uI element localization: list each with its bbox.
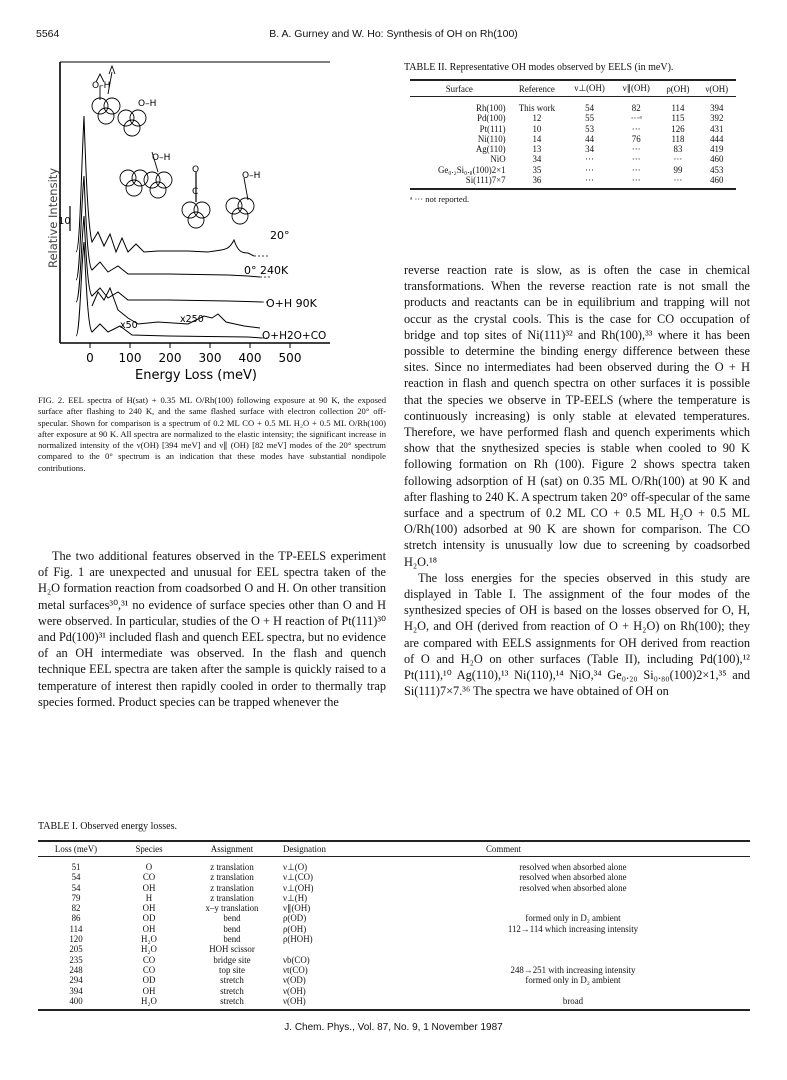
table-cell: z translation <box>210 862 254 872</box>
left-column-text <box>38 548 386 710</box>
table-cell: H₂O <box>141 944 157 955</box>
table-cell: OD <box>142 913 156 924</box>
table-cell <box>396 986 750 996</box>
x-tick-label: 0 <box>86 351 94 365</box>
table-cell: 205 <box>69 944 83 955</box>
table-cell <box>396 955 750 965</box>
y-axis-label: Relative Intensity <box>46 167 60 268</box>
table-row <box>410 103 736 113</box>
table-cell <box>396 944 750 954</box>
table-header: Species <box>135 844 163 854</box>
table-1-body <box>38 862 750 1010</box>
table-cell: stretch <box>220 985 244 996</box>
table-cell: z translation <box>210 872 254 883</box>
table-cell: formed only in D₂ ambient <box>525 913 621 924</box>
table-cell: H₂O <box>141 995 157 1006</box>
table-cell: ν⊥(H) <box>283 892 308 903</box>
table-cell: ··· <box>673 154 683 165</box>
table-cell <box>396 934 750 944</box>
table-header: ν(OH) <box>705 83 729 94</box>
figure-caption: FIG. 2. EEL spectra of H(sat) + 0.35 ML O/Rh(100) following exposure at 90 K, the exposed surface after flashing to 240 K, and the same flashed surface with electron collection 20° off-specular. Shown for comparison is a spectrum of 0.2 ML CO + 0.5 ML H₂O + 0.5 ML O/Rh(100) after exposure at 90 K. All spectra are normalized to the elastic intensity; the significant increase in normalized intensity of the ν(OH) [394 meV] and ν∥ (OH) [82 meV] modes of the 20° spectrum compared to the 0° spectrum is an indication that these modes have substantial nondipole contributions. <box>38 395 386 473</box>
table-cell: ν⊥(O) <box>283 862 308 872</box>
table-cell: 54 <box>71 882 81 893</box>
table-cell: 394 <box>69 985 83 996</box>
table-cell: 79 <box>71 892 81 903</box>
table-cell: 248 <box>69 964 83 975</box>
table-cell: OH <box>142 882 156 893</box>
table-cell: 53 <box>585 123 595 134</box>
table-cell: bend <box>223 934 241 945</box>
table-row <box>38 913 750 923</box>
table-cell: ν(OH) <box>283 995 306 1006</box>
table-cell: ν⊥(CO) <box>283 872 313 883</box>
figure-2 <box>48 56 330 386</box>
table-cell: OH <box>142 903 156 914</box>
table-cell: Si(111)7×7 <box>465 175 506 186</box>
spectrum-OH-90K <box>76 216 262 302</box>
table-cell: ρ(HOH) <box>283 934 313 945</box>
table-row <box>410 144 736 154</box>
table-2-grid <box>410 79 736 190</box>
table-cell: 460 <box>710 175 724 186</box>
table-cell: 44 <box>585 133 595 144</box>
table-cell: 235 <box>69 954 83 965</box>
right-column-text <box>404 262 750 699</box>
table-cell: 392 <box>710 113 724 124</box>
diagram-label: O <box>192 165 200 175</box>
table-cell: Pd(100) <box>477 113 506 124</box>
table-cell: resolved when absorbed alone <box>519 882 627 893</box>
table-header: Designation <box>283 844 326 854</box>
table-cell: ρ(OH) <box>283 923 307 934</box>
table-cell: Ni(110) <box>477 133 506 144</box>
table-cell: ··· <box>631 164 641 175</box>
table-cell: HOH scissor <box>209 944 255 955</box>
table-cell: 35 <box>532 164 542 175</box>
table-cell: 36 <box>532 175 542 186</box>
table-row <box>410 165 736 175</box>
table-cell: 34 <box>532 154 542 165</box>
table-header: Comment <box>486 844 522 854</box>
table-2-footnote: ᵃ ··· not reported. <box>410 194 470 205</box>
diagram-label: O–H <box>92 81 111 91</box>
running-header: B. A. Gurney and W. Ho: Synthesis of OH on Rh(100) <box>269 28 518 40</box>
table-cell: ··· <box>631 175 641 186</box>
table-cell: 114 <box>69 923 83 934</box>
diagram-label: O–H <box>138 99 157 109</box>
table-cell: resolved when absorbed alone <box>519 872 627 883</box>
table-cell: 394 <box>710 103 724 113</box>
table-cell: Pt(111) <box>479 123 506 134</box>
table-cell: NiO <box>490 154 506 165</box>
table-cell: ··· <box>585 175 595 186</box>
journal-footer: J. Chem. Phys., Vol. 87, No. 9, 1 November 1987 <box>284 1022 503 1033</box>
table-row <box>38 986 750 996</box>
table-cell: ν⊥(OH) <box>283 882 314 893</box>
table-row <box>38 924 750 934</box>
table-cell: 120 <box>69 934 83 945</box>
table-row <box>38 965 750 975</box>
diagram-label: C <box>192 187 199 197</box>
paragraph: reverse reaction rate is slow, as is often the case in chemical transformations. When the reverse reaction rate is not small the products and reactants can be in equilibrium and trapping will not occur as the crystal cools. This is the case for CO occupation of bridge and top sites of Ni(111)³² and Rh(100),³³ where it has been possible to determine the binding energy difference between these sites. Since no intermediates had been observed during the O + H reaction in flash and quench spectra on other surfaces it is possible that the species we observe in TP-EELS (where the temperature is continuously increasing) is only stable at elevated temperatures. Therefore, we have performed flash and quench experiments which show that the snythesized species is stable when cooled to 90 K following formation on Rh (100). Figure 2 shows spectra taken following adsorption of H (sat) on 0.35 ML O/Rh(100) at 90 K and after flashing to 240 K. A spectrum taken 20° off-specular of the same surface and a spectrum of 0.2 ML CO + 0.5 ML H₂O + 0.5 ML O/Rh(100) adsorbed at 90 K are shown for comparison. The CO stretch intensity is unusually low due to screening by coadsorbed H₂O.¹⁸ <box>404 263 750 569</box>
table-cell: stretch <box>220 975 244 986</box>
table-cell: ···ᵃ <box>630 113 642 124</box>
table-cell: ν(OH) <box>283 985 306 996</box>
table-cell: H₂O <box>141 934 157 945</box>
diagram-label: O–H <box>242 171 261 181</box>
table-cell: 115 <box>671 113 685 124</box>
table-row <box>38 862 750 872</box>
table-cell: 444 <box>710 133 724 144</box>
spectra <box>76 116 262 338</box>
table-cell: 13 <box>532 144 542 155</box>
x-axis-label: Energy Loss (meV) <box>135 368 257 383</box>
table-cell: 431 <box>710 123 724 134</box>
table-cell: bend <box>223 913 241 924</box>
table-cell: 294 <box>69 975 83 986</box>
table-cell: Rh(100) <box>476 103 506 113</box>
table-cell: 99 <box>673 164 683 175</box>
table-cell: formed only in D₂ ambient <box>525 975 621 986</box>
table-row <box>38 893 750 903</box>
table-cell: 460 <box>710 154 724 165</box>
table-cell: 86 <box>71 913 81 924</box>
table-header: Loss (meV) <box>54 844 98 854</box>
table-row <box>38 903 750 913</box>
table-cell: 34 <box>585 144 595 155</box>
table-cell: 248→251 with increasing intensity <box>510 964 636 975</box>
table-cell: νb(CO) <box>283 954 310 965</box>
table-cell: stretch <box>220 995 244 1006</box>
table-cell <box>280 944 396 954</box>
table-cell: resolved when absorbed alone <box>519 862 627 872</box>
table-cell: ··· <box>631 144 641 155</box>
table-2-title: TABLE II. Representative OH modes observed by EELS (in meV). <box>404 62 674 73</box>
table-header: ν⊥(OH) <box>574 83 605 93</box>
table-cell: This work <box>518 103 556 113</box>
table-cell: Ag(110) <box>475 144 506 155</box>
page-number: 5564 <box>36 28 60 40</box>
curve-label-240K: 0° 240K <box>244 264 289 277</box>
mult-label-x50: x50 <box>120 320 138 331</box>
table-1 <box>38 821 750 1011</box>
table-2 <box>404 62 750 204</box>
table-cell: 12 <box>532 113 542 124</box>
x-tick-label: 500 <box>278 351 302 365</box>
table-cell: ··· <box>631 154 641 165</box>
table-cell: broad <box>562 995 584 1006</box>
table-cell: CO <box>142 872 156 883</box>
spectrum-x50-sub <box>92 288 188 324</box>
table-cell: 54 <box>71 872 81 883</box>
table-row <box>38 872 750 882</box>
diagram-label: O–H <box>152 153 171 163</box>
table-cell: 82 <box>71 903 81 914</box>
table-row <box>410 154 736 164</box>
curve-label-20deg: 20° <box>270 229 290 242</box>
scale-marker-label: 10 <box>58 216 71 227</box>
mult-label-x250: x250 <box>180 314 204 325</box>
table-cell: 453 <box>710 164 724 175</box>
table-cell: OH <box>142 985 156 996</box>
table-cell: bridge site <box>213 954 251 965</box>
table-row <box>38 955 750 965</box>
table-cell: ··· <box>585 154 595 165</box>
table-row <box>38 944 750 954</box>
spectrum-0deg-240K <box>76 176 260 280</box>
table-cell <box>396 903 750 913</box>
table-cell: ρ(OD) <box>283 913 307 924</box>
table-cell: 400 <box>69 995 83 1006</box>
table-row <box>410 175 736 189</box>
table-cell: O <box>145 862 153 872</box>
table-cell: 114 <box>671 103 685 113</box>
x-tick-label: 100 <box>118 351 142 365</box>
table-cell: bend <box>223 923 241 934</box>
table-cell: z translation <box>210 882 254 893</box>
table-cell: 14 <box>532 133 542 144</box>
table-row <box>410 134 736 144</box>
paragraph: The loss energies for the species observed in this study are displayed in Table I. The assignment of the four modes of the synthesized species of OH is based on the losses observed for O, H, H₂O, and OH (derived from reaction of O + H₂O) on Rh(100); they are compared with EELS assignments for OH derived from reaction of O and H₂O on other surfaces (Table II), including Pd(100),¹² Pt(111),¹⁰ Ag(110),¹³ Ni(110),¹⁴ NiO,³⁴ Ge₀.₂₀ Si₀.₈₀(100)2×1,³⁵ and Si(111)7×7.³⁶ The spectra we have obtained of OH on <box>404 570 750 699</box>
table-cell: ··· <box>673 175 683 186</box>
table-cell: 10 <box>532 123 542 134</box>
table-cell: z translation <box>210 892 254 903</box>
table-row <box>410 124 736 134</box>
table-1-grid <box>38 840 750 1011</box>
table-header: ν∥(OH) <box>622 83 650 93</box>
table-cell: OD <box>142 975 156 986</box>
table-cell: 419 <box>710 144 724 155</box>
table-cell: CO <box>142 954 156 965</box>
table-header: Reference <box>518 83 555 94</box>
table-header: ρ(OH) <box>666 83 690 94</box>
x-tick-label: 300 <box>198 351 222 365</box>
table-cell: ν∥(OH) <box>283 903 311 914</box>
table-header: Surface <box>445 83 473 94</box>
table-cell: 82 <box>631 103 641 113</box>
table-cell: OH <box>142 923 156 934</box>
table-1-title: TABLE I. Observed energy losses. <box>38 821 177 832</box>
table-cell: H <box>145 892 153 903</box>
table-cell: νt(CO) <box>283 964 308 975</box>
x-tick-label: 400 <box>238 351 262 365</box>
x-tick-label: 200 <box>158 351 182 365</box>
table-2-body <box>410 103 736 189</box>
table-row <box>410 113 736 123</box>
table-cell: 55 <box>585 113 595 124</box>
table-cell: 118 <box>671 133 685 144</box>
table-row <box>38 975 750 985</box>
table-row <box>38 883 750 893</box>
table-cell: x–y translation <box>205 903 259 914</box>
table-header: Assignment <box>210 844 254 854</box>
paragraph: The two additional features observed in the TP-EELS experiment of Fig. 1 are unexpected and unusual for EEL spectra taken of the H₂O formation reaction from coadsorbed O and H. On other transition metal surfaces³⁰,³¹ no evidence of surface species other than O and H were observed. In particular, studies of the O + H reaction of Pt(111)³⁰ and Pd(100)³¹ included flash and quench EEL spectra, but no evidence of an OH intermediate was observed. In the flash and quench technique EEL spectra are taken after the sample is quickly raised to a temperature of interest then rapidly cooled in order to thermally trap species formed. Product species can be trapped whenever the <box>38 549 386 709</box>
table-cell: ··· <box>585 164 595 175</box>
curve-label-O-H2O-CO: O+H2O+CO <box>262 330 327 342</box>
table-cell: 112→114 which increasing intensity <box>507 923 639 934</box>
table-cell: 54 <box>585 103 595 113</box>
table-cell: ··· <box>631 123 641 134</box>
table-cell <box>396 893 750 903</box>
table-cell: 126 <box>671 123 685 134</box>
table-row <box>38 934 750 944</box>
table-cell: 76 <box>631 133 641 144</box>
table-row <box>38 996 750 1010</box>
curve-label-OH-90K: O+H 90K <box>266 297 317 310</box>
table-cell: ν(OD) <box>283 975 306 986</box>
table-cell: Ge₀.₂Si₀.₈(100)2×1 <box>437 164 506 175</box>
table-cell: top site <box>219 964 245 975</box>
table-cell: 51 <box>71 862 81 872</box>
adsorption-diagrams <box>92 66 254 228</box>
table-cell: CO <box>142 964 156 975</box>
table-cell: 83 <box>673 144 683 155</box>
